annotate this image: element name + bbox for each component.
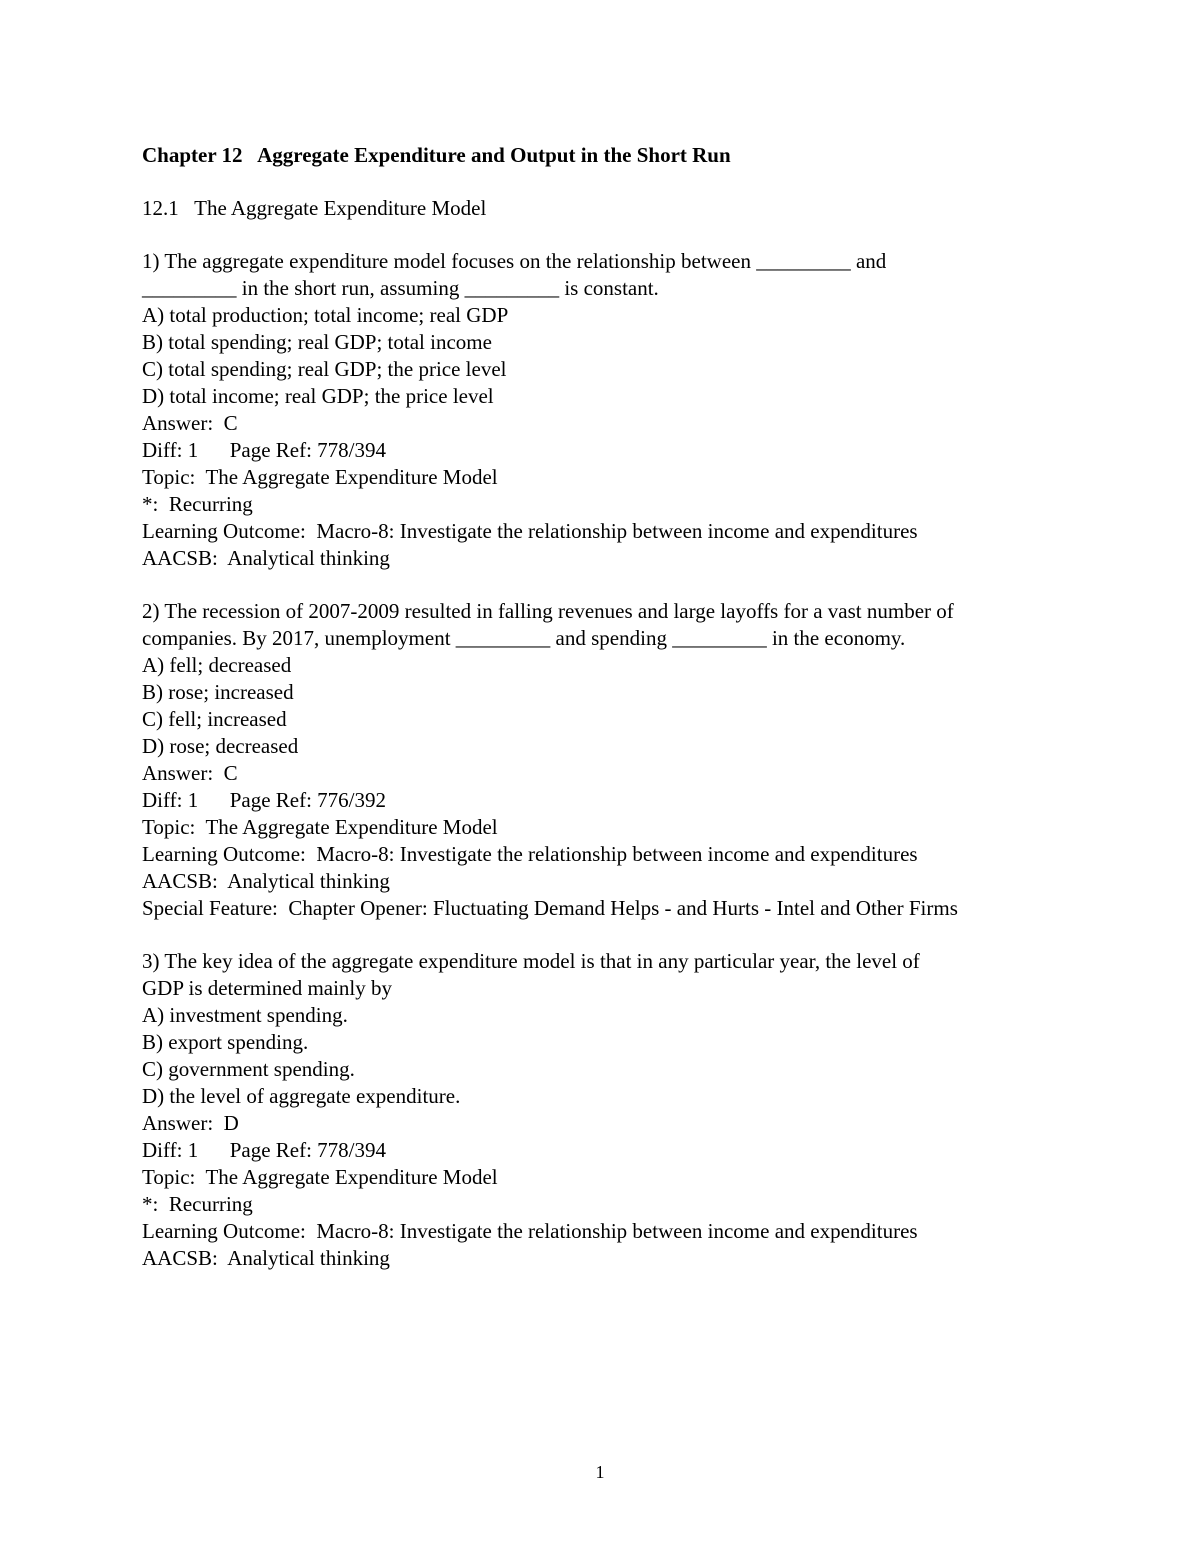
question-stem-line: 2) The recession of 2007-2009 resulted in falling revenues and large layoffs for a vast number of: [142, 599, 954, 623]
answer-option-c: C) fell; increased: [142, 707, 287, 731]
difficulty-page-ref: Diff: 1 Page Ref: 776/392: [142, 788, 387, 812]
question-stem-line: GDP is determined mainly by: [142, 976, 393, 1000]
aacsb: AACSB: Analytical thinking: [142, 546, 390, 570]
page-number: 1: [595, 1462, 605, 1482]
question-stem-line: _________ in the short run, assuming _________ is constant.: [142, 276, 659, 300]
aacsb: AACSB: Analytical thinking: [142, 1246, 390, 1270]
topic: Topic: The Aggregate Expenditure Model: [142, 465, 498, 489]
answer-option-d: D) rose; decreased: [142, 734, 299, 758]
learning-outcome: Learning Outcome: Macro-8: Investigate the relationship between income and expenditures: [142, 519, 918, 543]
answer-key: Answer: D: [142, 1111, 239, 1135]
recurring-flag: *: Recurring: [142, 1192, 253, 1216]
question-stem-line: companies. By 2017, unemployment _________ and spending _________ in the economy.: [142, 626, 906, 650]
answer-option-d: D) the level of aggregate expenditure.: [142, 1084, 461, 1108]
answer-option-a: A) fell; decreased: [142, 653, 292, 677]
question-1: [142, 248, 1082, 572]
answer-key: Answer: C: [142, 761, 238, 785]
answer-option-d: D) total income; real GDP; the price level: [142, 384, 494, 408]
special-feature: Special Feature: Chapter Opener: Fluctuating Demand Helps - and Hurts - Intel and Other Firms: [142, 896, 958, 920]
question-stem-line: 1) The aggregate expenditure model focuses on the relationship between _________ and: [142, 249, 887, 273]
answer-key: Answer: C: [142, 411, 238, 435]
answer-option-c: C) government spending.: [142, 1057, 355, 1081]
topic: Topic: The Aggregate Expenditure Model: [142, 815, 498, 839]
topic: Topic: The Aggregate Expenditure Model: [142, 1165, 498, 1189]
answer-option-a: A) investment spending.: [142, 1003, 348, 1027]
difficulty-page-ref: Diff: 1 Page Ref: 778/394: [142, 1138, 387, 1162]
answer-option-b: B) rose; increased: [142, 680, 294, 704]
answer-option-b: B) export spending.: [142, 1030, 309, 1054]
learning-outcome: Learning Outcome: Macro-8: Investigate the relationship between income and expenditures: [142, 1219, 918, 1243]
recurring-flag: *: Recurring: [142, 492, 253, 516]
section-title: 12.1 The Aggregate Expenditure Model: [142, 196, 487, 220]
page-content: [142, 142, 1082, 1298]
answer-option-c: C) total spending; real GDP; the price level: [142, 357, 507, 381]
answer-option-a: A) total production; total income; real GDP: [142, 303, 509, 327]
chapter-title: Chapter 12 Aggregate Expenditure and Output in the Short Run: [142, 143, 731, 167]
aacsb: AACSB: Analytical thinking: [142, 869, 390, 893]
difficulty-page-ref: Diff: 1 Page Ref: 778/394: [142, 438, 387, 462]
question-2: [142, 598, 1082, 922]
question-3: [142, 948, 1082, 1272]
question-stem-line: 3) The key idea of the aggregate expenditure model is that in any particular year, the level of: [142, 949, 920, 973]
answer-option-b: B) total spending; real GDP; total income: [142, 330, 492, 354]
learning-outcome: Learning Outcome: Macro-8: Investigate the relationship between income and expenditures: [142, 842, 918, 866]
